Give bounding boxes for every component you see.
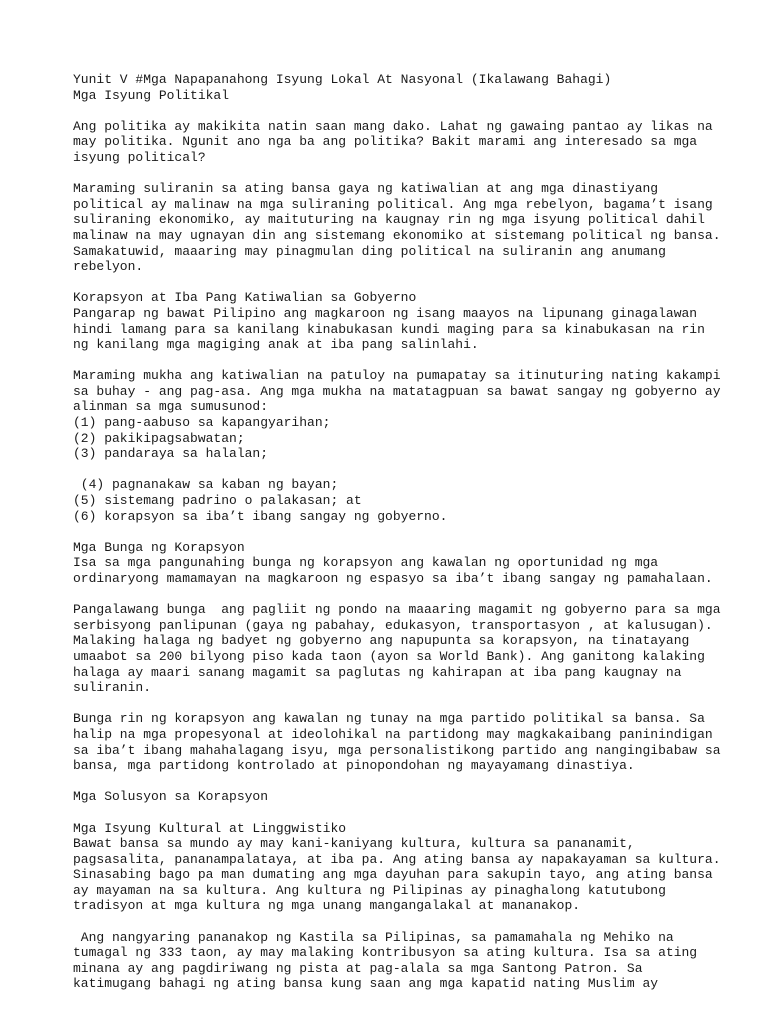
text-line: Samakatuwid, maaaring may pinagmulan ding political na suliranin ang anumang [73,243,666,259]
list-continued [73,477,753,524]
text-line: tradisyon at mga kultura ng mga unang mangangalakal at mananakop. [73,898,581,914]
paragraph-kastila [73,930,753,992]
section-korapsyon [73,290,753,352]
list-item: (1) pang-aabuso sa kapangyarihan; [73,415,331,431]
text-line: ng kanilang mga magiging anak at iba pang salinlahi. [73,337,479,353]
text-line: Isa sa mga pangunahing bunga ng korapsyon ang kawalan ng oportunidad ng mga [73,555,659,571]
text-line: may politika. Ngunit ano nga ba ang politika? Bakit marami ang interesado sa mga [73,134,698,150]
text-line: sa buhay - ang pag-asa. Ang mga mukha na matatagpuan sa bawat sangay ng gobyerno ay [73,383,721,399]
paragraph-suliranin [73,181,753,275]
text-line: Ang politika ay makikita natin saan mang dako. Lahat ng gawaing pantao ay likas na [73,118,713,134]
text-line: pagsasalita, pananampalataya, at iba pa. Ang ating bansa ay napakayaman sa kultura. [73,851,721,867]
paragraph-intro [73,119,753,166]
paragraph-pangalawang-bunga [73,602,753,696]
text-line: political ay malinaw na mga suliraning political. Ang mga rebelyon, bagama’t isang [73,196,713,212]
text-line: Maraming suliranin sa ating bansa gaya ng katiwalian at ang mga dinastiyang [73,181,659,197]
text-line: Ang nangyaring pananakop ng Kastila sa Pilipinas, sa pamamahala ng Mehiko na [73,929,674,945]
text-line: rebelyon. [73,259,144,275]
document-title [73,72,753,103]
text-line: tumagal ng 333 taon, ay may malaking kontribusyon sa ating kultura. Isa sa ating [73,945,698,961]
text-line: sa iba’t ibang mahahalagang isyu, mga personalistikong partido ang nangingibabaw sa [73,742,721,758]
section-kultural [73,821,753,915]
text-line: Mga Isyung Politikal [73,87,230,103]
paragraph-mukha-katiwalian [73,368,753,462]
list-item: (4) pagnanakaw sa kaban ng bayan; [73,477,339,493]
section-bunga [73,540,753,587]
text-line: serbisyong panlipunan (gaya ng pabahay, edukasyon, transportasyon , at kalusugan). [73,617,713,633]
text-line: Pangarap ng bawat Pilipino ang magkaroon ng isang maayos na lipunang ginagalawan [73,305,698,321]
text-line: umaabot sa 200 bilyong piso kada taon (ayon sa World Bank). Ang ganitong kalaking [73,648,705,664]
text-line: minana ay ang pagdiriwang ng pista at pag-alala sa mga Santong Patron. Sa [73,960,643,976]
paragraph-partido [73,711,753,773]
text-line: Malaking halaga ng badyet ng gobyerno ang napupunta sa korapsyon, na tinatayang [73,633,690,649]
text-line: bansa, mga partidong kontrolado at pinopondohan ng mayayamang dinastiya. [73,758,635,774]
text-line: suliraning ekonomiko, ay maituturing na kaugnay rin ng mga isyung political dahil [73,212,705,228]
text-line: alinman sa mga sumusunod: [73,399,269,415]
text-line: hindi lamang para sa kanilang kinabukasan kundi maging para sa kinabukasan na rin [73,321,705,337]
text-line: Maraming mukha ang katiwalian na patuloy na pumapatay sa itinuturing nating kakampi [73,368,721,384]
text-line: malinaw na may ugnayan din ang sistemang ekonomiko at sistemang political ng bansa. [73,227,721,243]
text-line: Yunit V #Mga Napapanahong Isyung Lokal At Nasyonal (Ikalawang Bahagi) [73,72,612,87]
section-heading: Mga Bunga ng Korapsyon [73,539,245,555]
document-page [73,72,753,1008]
text-line: katimugang bahagi ng ating bansa kung saan ang mga kapatid nating Muslim ay [73,976,659,992]
list-item: (2) pakikipagsabwatan; [73,430,245,446]
text-line: Pangalawang bunga ang pagliit ng pondo na maaaring magamit ng gobyerno para sa mga [73,602,721,618]
text-line: Sinasabing bago pa man dumating ang mga dayuhan para sakupin tayo, ang ating bansa [73,867,713,883]
section-solusyon [73,789,753,805]
text-line: suliranin. [73,680,152,696]
text-line: Bunga rin ng korapsyon ang kawalan ng tunay na mga partido politikal sa bansa. Sa [73,711,705,727]
list-item: (3) pandaraya sa halalan; [73,446,269,462]
text-line: halip na mga propesyonal at ideolohikal na partidong may magkakaibang paninindigan [73,726,713,742]
text-line: ordinaryong mamamayan na magkaroon ng espasyo sa iba’t ibang sangay ng pamahalaan. [73,571,713,586]
list-item: (5) sistemang padrino o palakasan; at [73,493,362,509]
section-heading: Mga Solusyon sa Korapsyon [73,789,269,805]
text-line: ay mayaman na sa kultura. Ang kultura ng Pilipinas ay pinaghalong katutubong [73,882,666,898]
section-heading: Mga Isyung Kultural at Linggwistiko [73,820,347,836]
text-line: halaga ay maari sanang magamit sa paglutas ng kahirapan at iba pang kaugnay na [73,664,682,680]
section-heading: Korapsyon at Iba Pang Katiwalian sa Gobyerno [73,290,417,306]
text-line: Bawat bansa sa mundo ay may kani-kaniyang kultura, kultura sa pananamit, [73,836,635,852]
list-item: (6) korapsyon sa iba’t ibang sangay ng gobyerno. [73,508,448,524]
text-line: isyung political? [73,149,206,165]
